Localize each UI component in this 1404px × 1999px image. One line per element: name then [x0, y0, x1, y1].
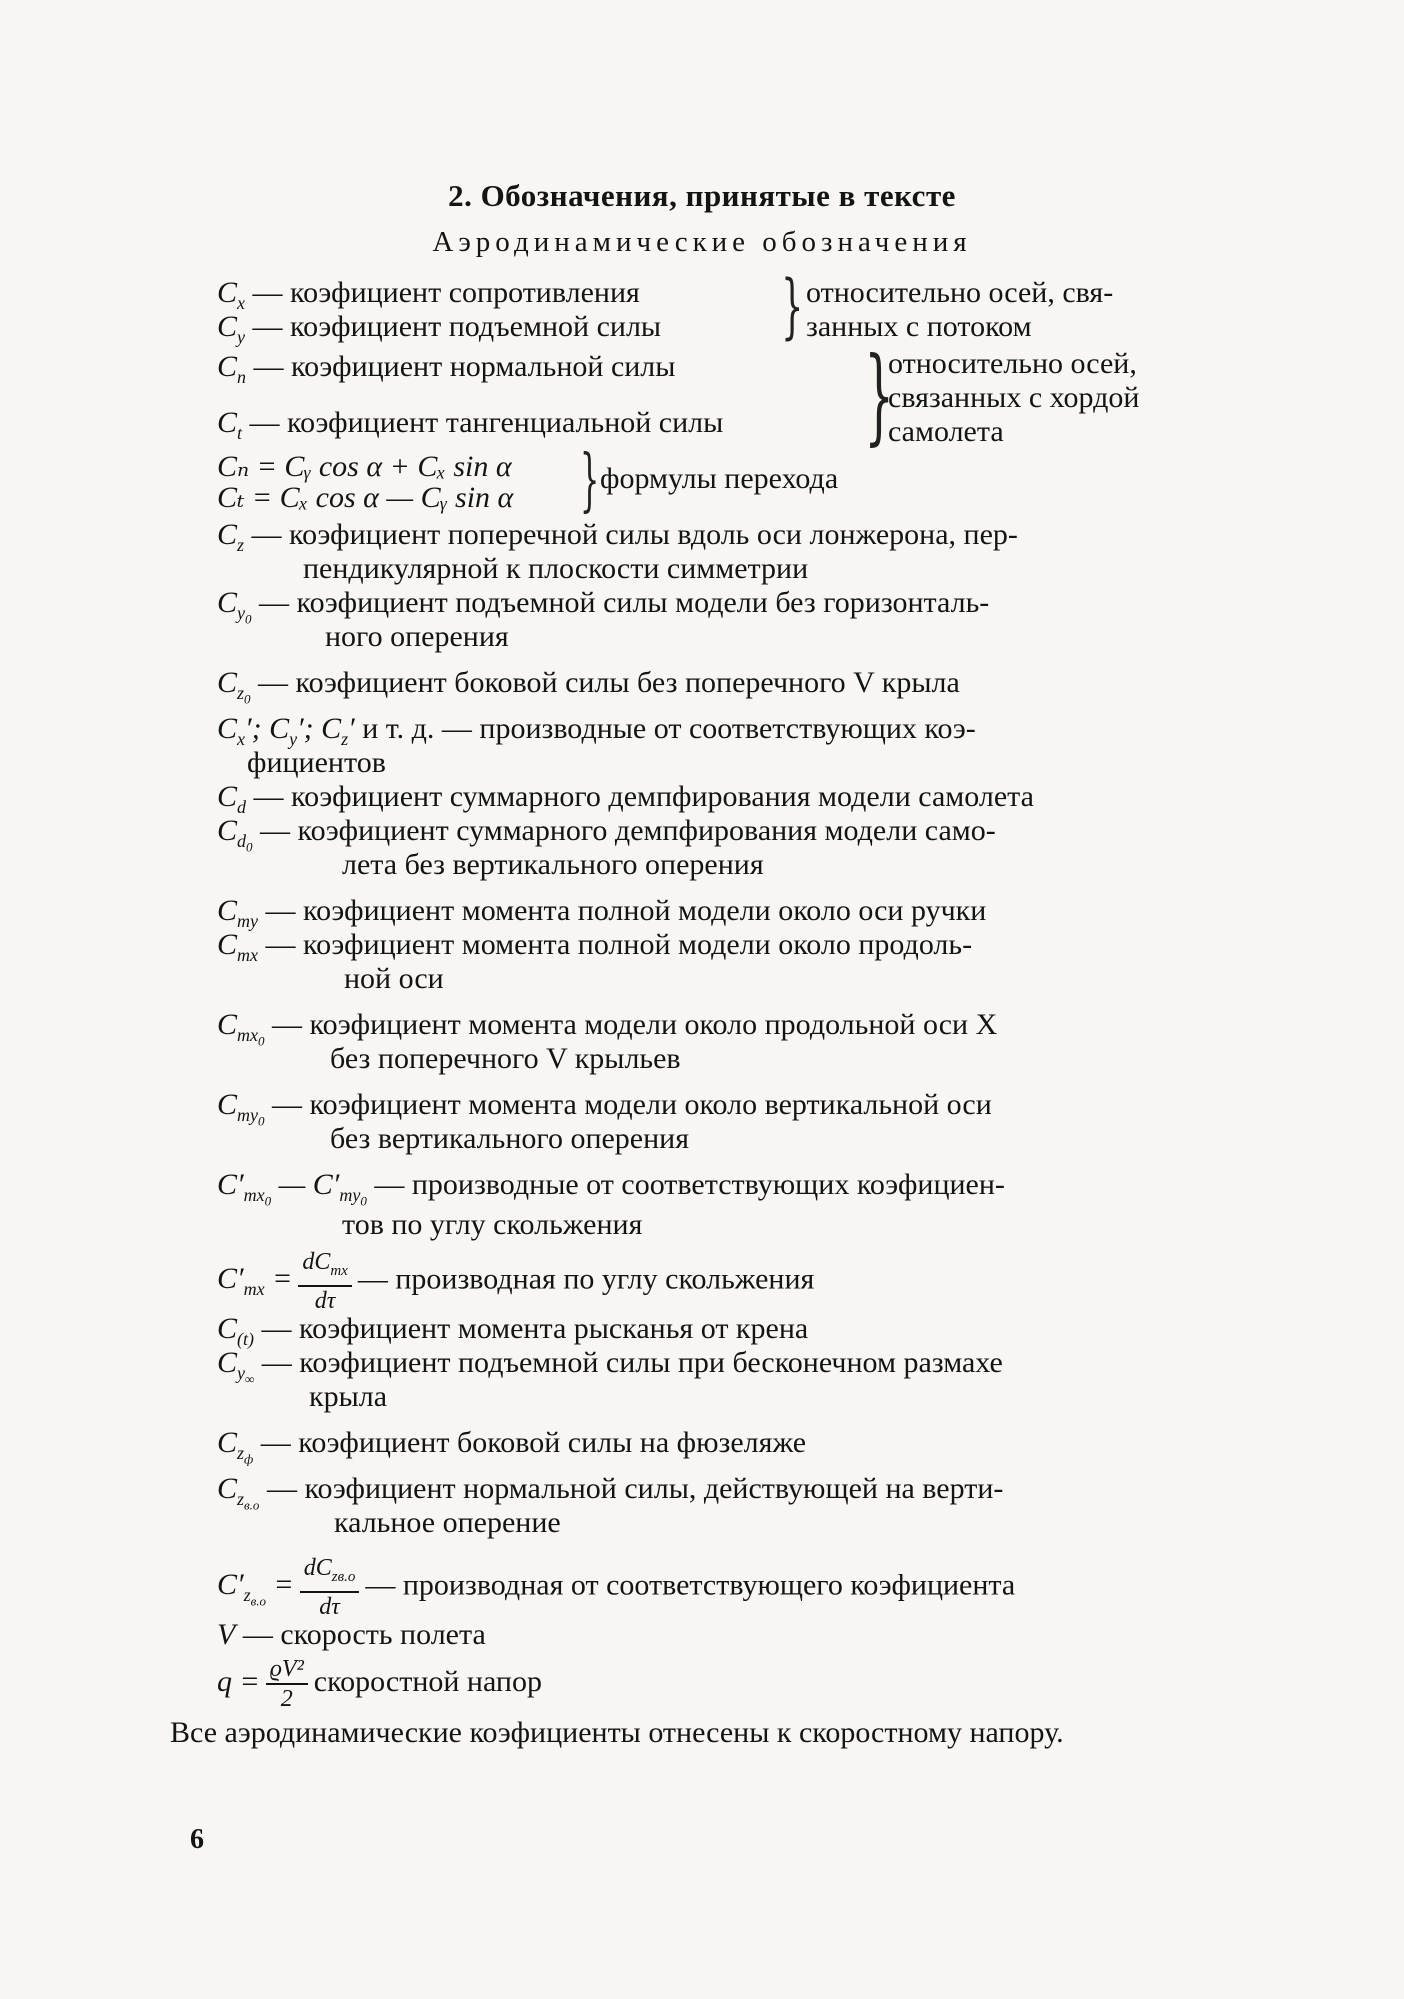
symbol-derivatives: $C_x'$; $C_y'$; $C_z'$ — [217, 712, 355, 749]
def-q — [217, 1652, 1202, 1713]
def-cmx-cont: ной оси — [344, 962, 444, 995]
def-cyinf-cont: крыла — [309, 1380, 388, 1413]
def-cz-cont: пендикулярной к плоскости симметрии — [303, 552, 809, 585]
footnote-paragraph: Все аэродинамические коэфициенты отнесены к скоростному напору. — [170, 1716, 1064, 1749]
fraction-numerator: $dC_{mx}$ — [298, 1248, 352, 1287]
def-cmx-prime-text: — производная по углу скольжения — [357, 1262, 815, 1296]
fraction-numerator-zvo: $dC_{zв.о}$ — [300, 1554, 360, 1593]
symbol-czvo-prime: $C'_{z_{в.о}}$ = — [217, 1568, 294, 1609]
symbol-ct: $C_t$ — [217, 406, 243, 443]
def-cmx0-text: — коэфициент момента модели около продольной оси X — [272, 1008, 998, 1041]
formula-cn-text: Cₙ = Cᵧ cos α + Cₓ sin α — [217, 450, 512, 483]
symbol-cmx0: $C_{mx_0}$ — [217, 1008, 265, 1049]
def-cmx-prime — [217, 1248, 1202, 1319]
annotation-chord-line3: самолета — [888, 415, 1004, 448]
fraction-dcmx-dtau — [298, 1248, 352, 1315]
formula-ct-text: Cₜ = Cₓ cos α — Cᵧ sin α — [217, 481, 514, 514]
def-cmx0-cont: без поперечного V крыльев — [330, 1042, 681, 1075]
symbol-cmy0: $C_{my_0}$ — [217, 1088, 265, 1129]
def-cz0-text: — коэфициент боковой силы без поперечного V крыла — [258, 666, 960, 699]
symbol-cyinf: $C_{y_\infty}$ — [217, 1346, 255, 1387]
def-cn-text: — коэфициент нормальной силы — [253, 350, 676, 383]
section-title: 2. Обозначения, принятые в тексте — [448, 178, 956, 213]
symbol-czvo: $C_{z_{в.о}}$ — [217, 1472, 260, 1513]
fraction-q — [266, 1655, 308, 1713]
def-cd0-text: — коэфициент суммарного демпфирования модели само- — [260, 814, 996, 847]
symbol-cz: $C_z$ — [217, 518, 245, 555]
symbol-cz0: $C_{z_0}$ — [217, 666, 251, 707]
def-v — [217, 1618, 1202, 1652]
def-czf — [217, 1426, 1202, 1477]
symbol-q: q = — [217, 1665, 260, 1698]
right-brace-chord: } — [864, 334, 894, 456]
def-q-text: скоростной напор — [313, 1665, 542, 1698]
fraction-dczvo-dtau — [300, 1554, 360, 1621]
def-cz-text: — коэфициент поперечной силы вдоль оси лонжерона, пер- — [251, 518, 1018, 551]
def-cprime-cont: тов по углу скольжения — [342, 1208, 643, 1241]
def-cy-text: — коэфициент подъемной силы — [252, 310, 662, 343]
symbol-cd: $C_d$ — [217, 780, 247, 817]
symbol-cn: $C_n$ — [217, 350, 247, 387]
symbol-cprime: $C'_{mx_0}$ — $C'_{my_0}$ — [217, 1168, 367, 1209]
def-ct-text: — коэфициент тангенциальной силы — [249, 406, 724, 439]
symbol-cx: $C_x$ — [217, 276, 246, 313]
def-cd-text: — коэфициент суммарного демпфирования модели самолета — [253, 780, 1034, 813]
def-v-text: — скорость полета — [242, 1618, 486, 1651]
def-cprime-text: — производные от соответствующих коэфициен- — [374, 1168, 1005, 1201]
fraction-denominator: dτ — [314, 1287, 336, 1314]
def-derivatives-cont: фициентов — [247, 746, 386, 779]
right-brace-formulas: } — [579, 441, 600, 520]
def-czvo-cont: кальное оперение — [334, 1506, 561, 1539]
def-cmx-text: — коэфициент момента полной модели около продоль- — [265, 928, 973, 961]
annotation-chord-line2: связанных с хордой — [888, 381, 1140, 414]
def-czvo-text: — коэфициент нормальной силы, действующей на верти- — [266, 1472, 1004, 1505]
annotation-flow-line1: относительно осей, свя- — [806, 276, 1114, 309]
fraction-q-numerator: ϱV² — [266, 1655, 308, 1685]
right-brace-flow: } — [781, 265, 804, 347]
fraction-q-denominator: 2 — [280, 1686, 293, 1713]
def-cmy0-cont: без вертикального оперения — [330, 1122, 690, 1155]
def-cd0-cont: лета без вертикального оперения — [342, 848, 764, 881]
def-cyinf-text: — коэфициент подъемной силы при бесконечном размахе — [261, 1346, 1003, 1379]
def-ct-roll-text: — коэфициент момента рысканья от крена — [261, 1312, 809, 1345]
symbol-v: V — [217, 1618, 236, 1651]
symbol-cy0: $C_{y_0}$ — [217, 586, 252, 627]
symbol-cmy: $C_{my}$ — [217, 894, 259, 931]
def-czf-text: — коэфициент боковой силы на фюзеляже — [260, 1426, 807, 1459]
def-czvo-prime-text: — производная от соответствующего коэфициента — [365, 1568, 1016, 1602]
def-cx-text: — коэфициент сопротивления — [252, 276, 640, 309]
def-cmy-text: — коэфициент момента полной модели около оси ручки — [265, 894, 987, 927]
symbol-czf: $C_{z_ф}$ — [217, 1426, 254, 1467]
annotation-flow-line2: занных с потоком — [806, 310, 1032, 343]
annotation-chord-line1: относительно осей, — [888, 347, 1137, 380]
def-cy0-cont: ного оперения — [325, 620, 509, 653]
def-cmy0-text: — коэфициент момента модели около вертикальной оси — [272, 1088, 992, 1121]
symbol-ct-roll: $C_{(t)}$ — [217, 1312, 255, 1349]
page-number: 6 — [190, 1824, 204, 1855]
symbol-cd0: $C_{d_0}$ — [217, 814, 253, 855]
annotation-formulas: формулы перехода — [600, 462, 839, 495]
fraction-denominator-zvo: dτ — [319, 1593, 340, 1620]
def-cy0-text: — коэфициент подъемной силы модели без горизонталь- — [259, 586, 990, 619]
symbol-cmx: $C_{mx}$ — [217, 928, 259, 965]
section-subtitle: Аэродинамические обозначения — [432, 226, 972, 258]
symbol-cy: $C_y$ — [217, 310, 246, 347]
symbol-cmx-prime: $C'_{mx}$ = — [217, 1262, 293, 1300]
def-derivatives-text: и т. д. — производные от соответствующих коэ- — [362, 712, 976, 745]
def-cz0 — [217, 666, 1202, 717]
